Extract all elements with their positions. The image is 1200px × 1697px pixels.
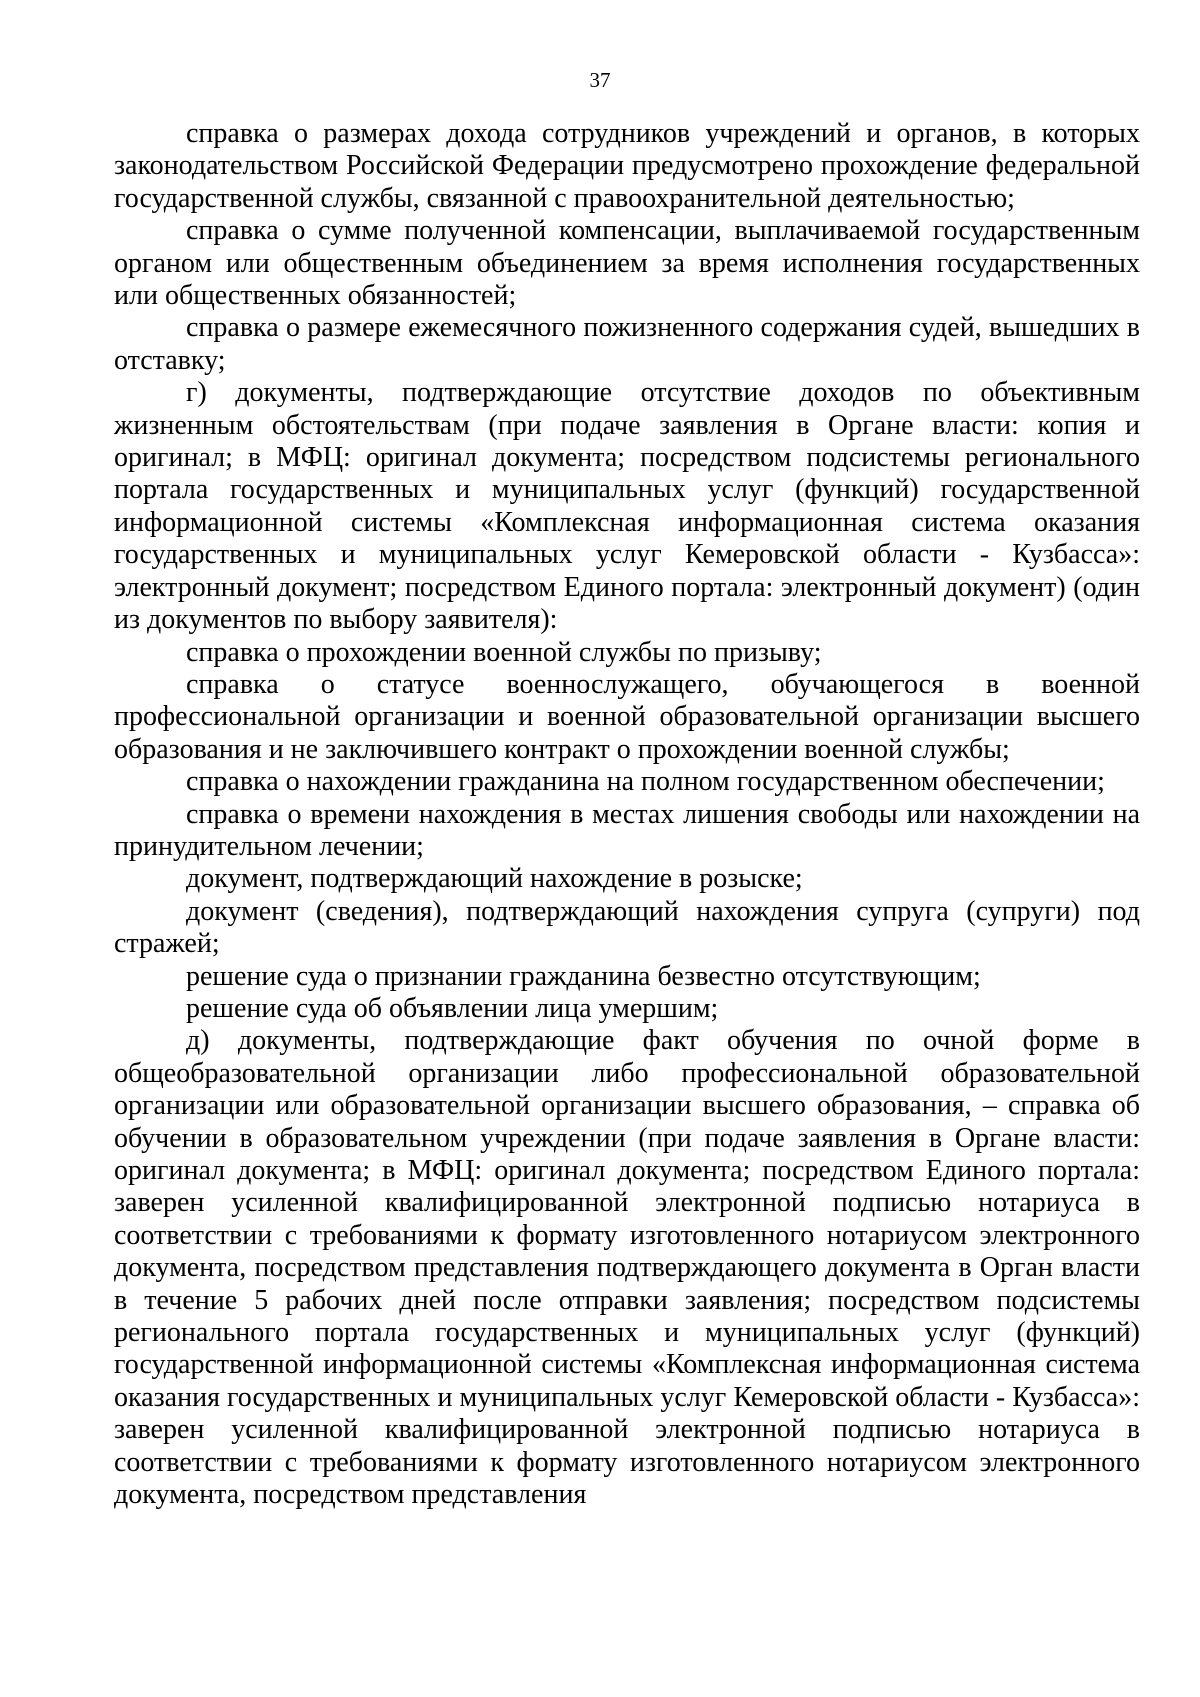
paragraph-item-g-no-income-documents: г) документы, подтверждающие отсутствие доходов по объективным жизненным обстоятельствам (при подаче заявления в Органе власти: копия и оригинал; в МФЦ: оригинал документа; посредством подсистемы регионального портала государственных и муниципальных услуг (функций) государственной информационной системы «Комплексная информационная система оказания государственных и муниципальных услуг Кемеровской области - Кузбасса»: электронный документ; посредством Единого портала: электронный документ) (один из документов по выбору заявителя): (114, 377, 1140, 636)
paragraph-wanted-document: документ, подтверждающий нахождение в розыске; (186, 863, 803, 895)
paragraph-state-support-certificate: справка о нахождении гражданина на полном государственном обеспечении; (186, 766, 1105, 798)
paragraph-military-student-certificate: справка о статусе военнослужащего, обучающегося в военной профессиональной организации и военной образовательной организации высшего образования и не заключившего контракт о прохождении военной службы; (114, 668, 1140, 765)
document-body (114, 118, 1140, 1511)
paragraph-spouse-custody-document: документ (сведения), подтверждающий нахождения супруга (супруги) под стражей; (114, 895, 1140, 960)
paragraph-detention-certificate: справка о времени нахождения в местах лишения свободы или нахождении на принудительном лечении; (114, 798, 1140, 862)
paragraph-military-service-certificate: справка о прохождении военной службы по призыву; (186, 636, 822, 668)
paragraph-compensation-certificate: справка о сумме полученной компенсации, выплачиваемой государственным органом или общественным объединением за время исполнения государственных или общественных обязанностей; (114, 215, 1140, 312)
paragraph-item-d-education-documents: д) документы, подтверждающие факт обучения по очной форме в общеобразовательной организации либо профессиональной образовательной организации или образовательной организации высшего образования, – справка об обучении в образовательном учреждении (при подаче заявления в Органе власти: оригинал документа; в МФЦ: оригинал документа; посредством Единого портала: заверен усиленной квалифицированной электронной подписью нотариуса в соответствии с требованиями к формату изготовленного нотариусом электронного документа, посредством представления подтверждающего документа в Орган власти в течение 5 рабочих дней после отправки заявления; посредством подсистемы регионального портала государственных и муниципальных услуг (функций) государственной информационной системы «Комплексная информационная система оказания государственных и муниципальных услуг Кемеровской области - Кузбасса»: заверен усиленной квалифицированной электронной подписью нотариуса в соответствии с требованиями к формату изготовленного нотариусом электронного документа, посредством представления (114, 1025, 1140, 1511)
paragraph-missing-court-decision: решение суда о признании гражданина безвестно отсутствующим; (186, 960, 981, 992)
paragraph-income-certificate-law-enforcement: справка о размерах дохода сотрудников учреждений и органов, в которых законодательством Российской Федерации предусмотрено прохождение федеральной государственной службы, связанной с правоохранительной деятельностью; (114, 118, 1140, 214)
paragraph-judges-allowance-certificate: справка о размере ежемесячного пожизненного содержания судей, вышедших в отставку; (114, 312, 1140, 376)
paragraph-death-court-decision: решение суда об объявлении лица умершим; (186, 992, 719, 1024)
page-number: 37 (589, 68, 611, 92)
